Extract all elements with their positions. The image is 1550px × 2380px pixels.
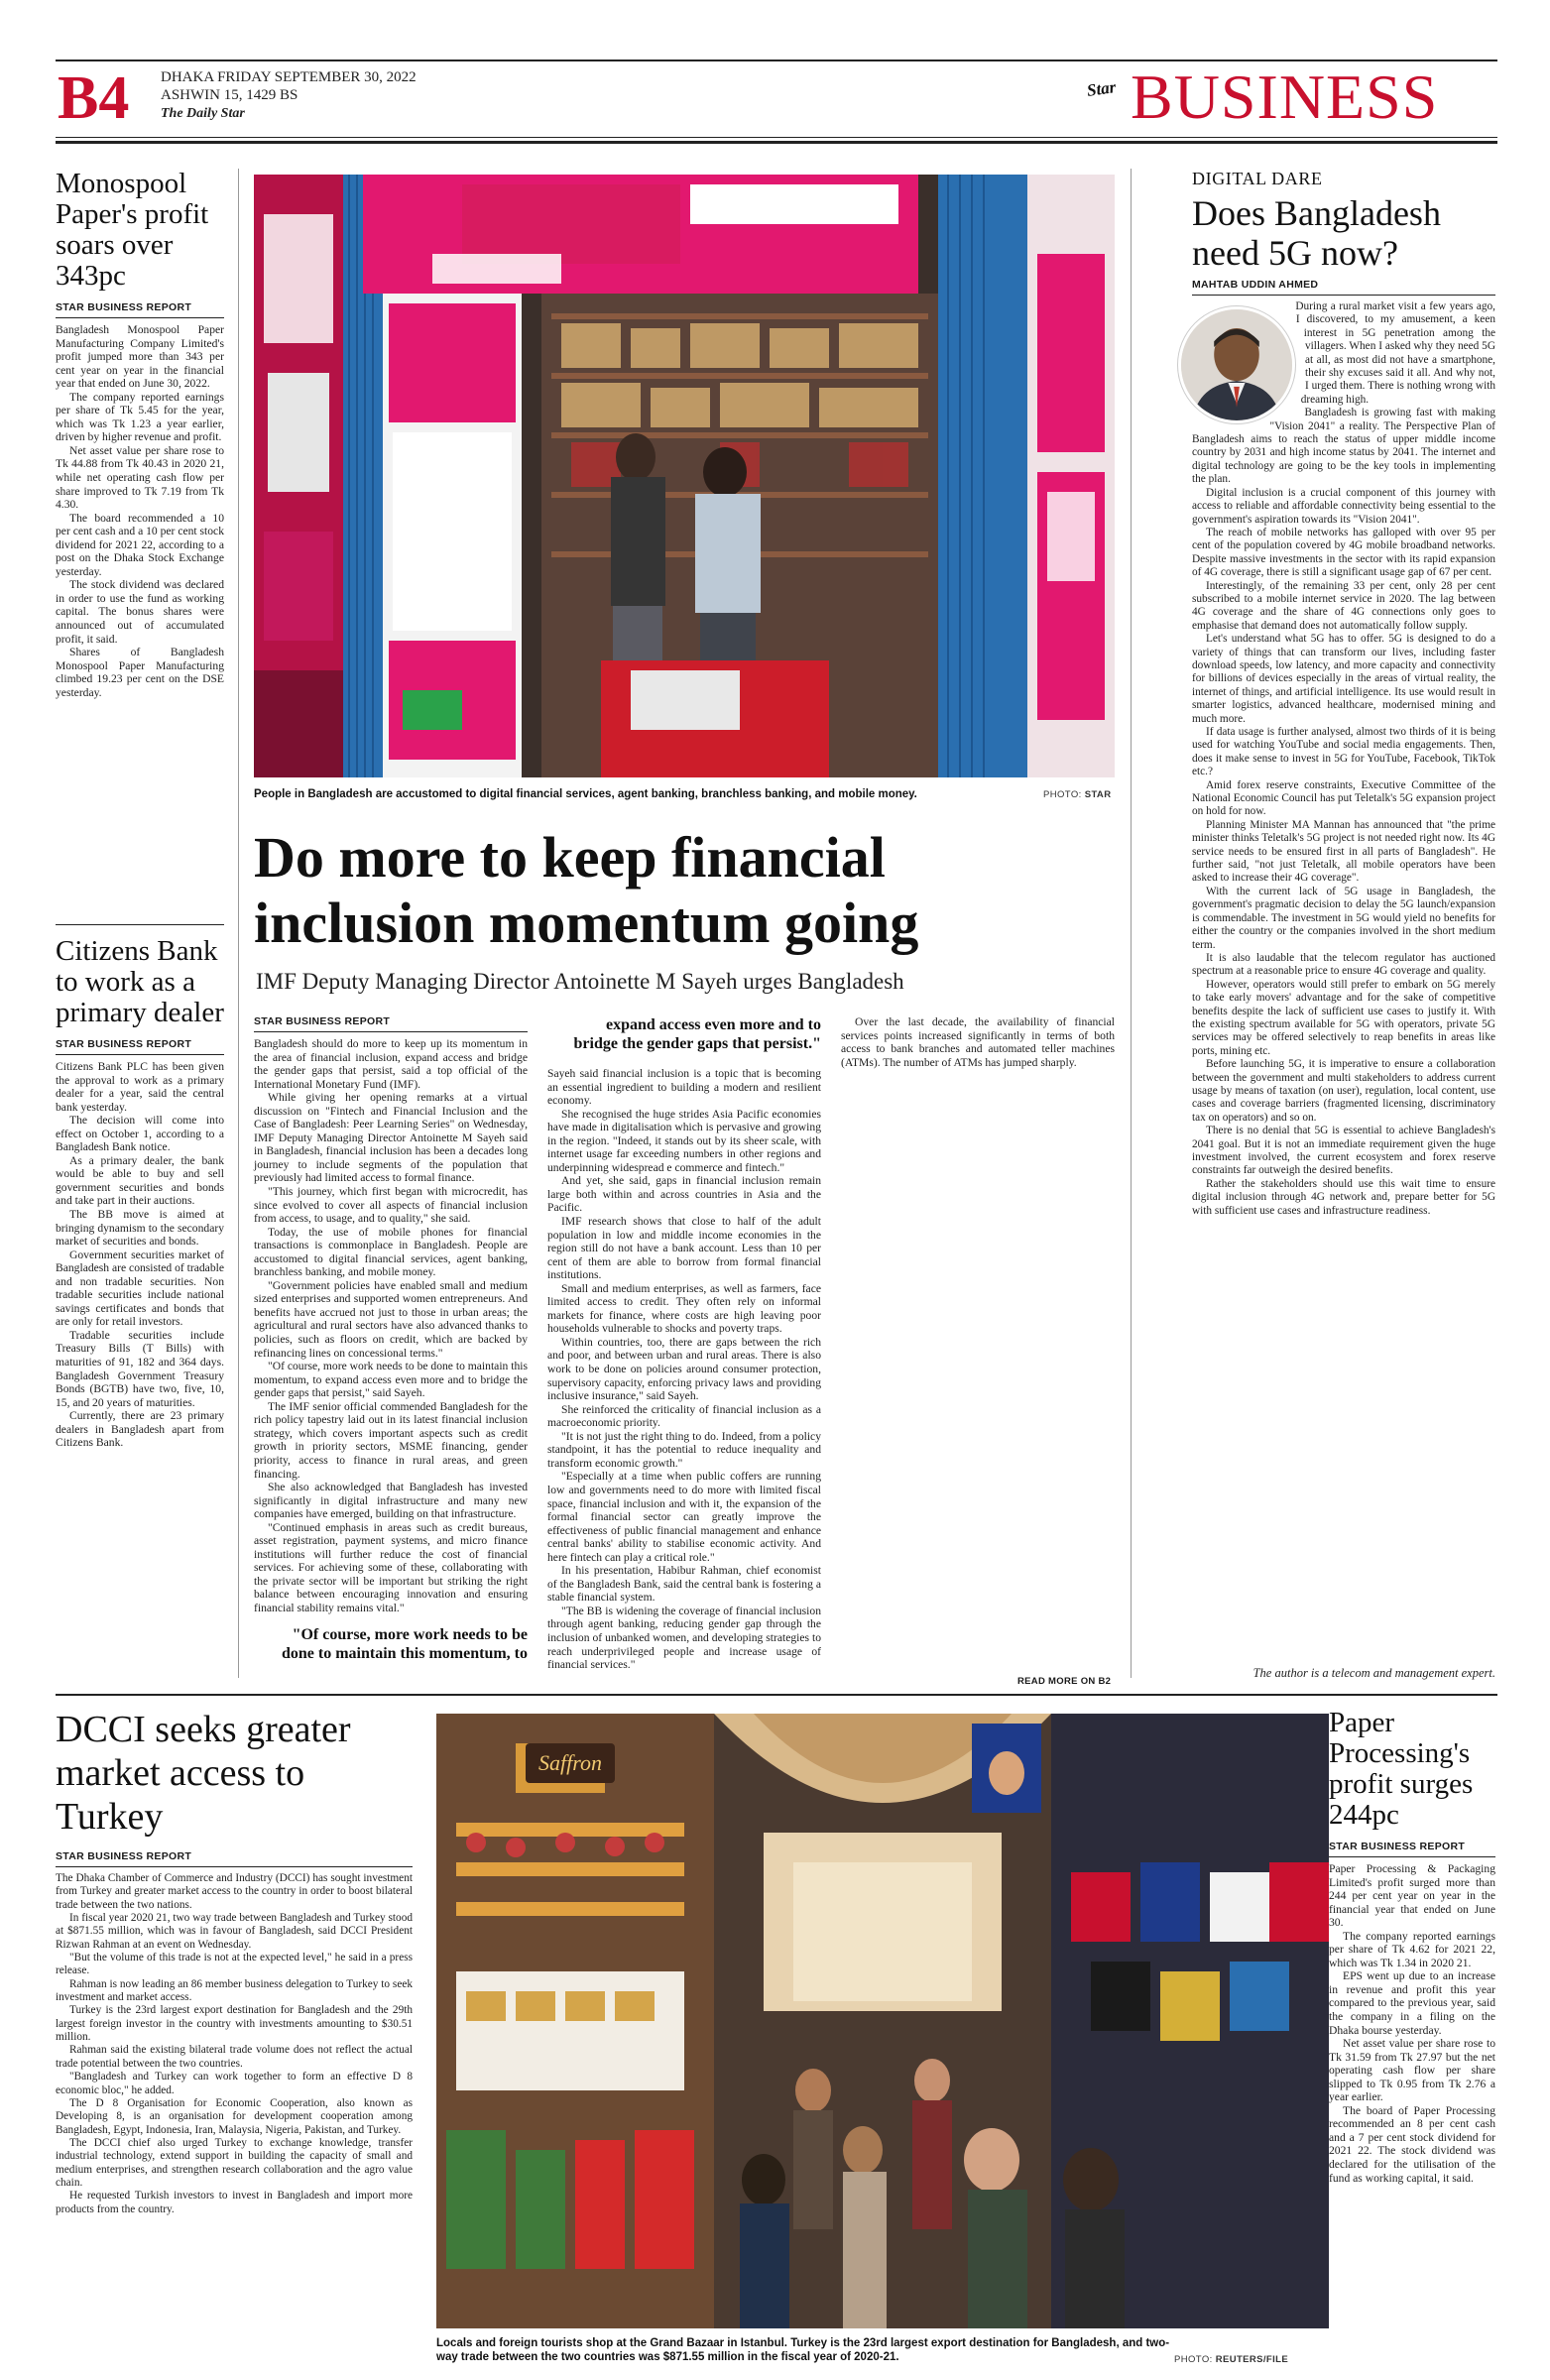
paragraph: She also acknowledged that Bangladesh has invested significantly in digital infrastructure and many new companies have emerged, building on that infrastructure. [254, 1481, 528, 1521]
digital-dare-headline: Does Bangladesh need 5G now? [1192, 193, 1441, 273]
paragraph: The board recommended a 10 per cent cash and a 10 per cent stock dividend for 2021 22, according to a post on the Dhaka Stock Exchange yesterday. [56, 511, 224, 578]
paragraph: Interestingly, of the remaining 33 per cent, only 28 per cent subscribed to a mobile internet service in 2020. The lag between 4G coverage and the share of 4G connections only goes to emphasise that demand does not automatically follow supply. [1192, 579, 1495, 632]
column-rule [238, 169, 239, 1678]
paragraph: IMF research shows that close to half of the adult population in low and middle income economies in the region still do not have a bank account. Less than 10 per cent of them are able to borrow from formal financial institutions. [547, 1215, 821, 1282]
paragraph: EPS went up due to an increase in revenue and profit this year compared to the previous year, said the company in a filing on the Dhaka bourse yesterday. [1329, 1969, 1495, 2037]
kiosk-photo-credit [1043, 789, 1111, 800]
paragraph: "Continued emphasis in areas such as credit bureaus, asset registration, payment systems, and micro finance institutions will further reduce the cost of financial services. For achieving some of these, collaborating with the private sector will be important but striking the right balance between encouraging innovation and ensuring financial stability remains vital." [254, 1520, 528, 1614]
date-line: DHAKA FRIDAY SEPTEMBER 30, 2022 [161, 69, 417, 85]
paragraph: Digital inclusion is a crucial component of this journey with access to reliable and affordable connectivity being essential to the government's aspiration towards its "Vision 2041". [1192, 486, 1495, 526]
grand-bazaar-caption: Locals and foreign tourists shop at the Grand Bazaar in Istanbul. Turkey is the 23rd largest export destination for Bangladesh, and two-way trade between the two countries was $871.55 million in the fiscal year of 2020-21. [436, 2337, 1170, 2363]
paragraph: "Especially at a time when public coffers are running low and governments need to do more with limited fiscal space, financial inclusion and with it, the expansion of the formal financial sector can greatly improve the effectiveness of public financial management and enhance central banks' ability to stabilise economic activity. And here fintech can play a critical role." [547, 1470, 821, 1564]
kiosk-photo-caption: People in Bangladesh are accustomed to digital financial services, agent banking, branchless banking, and mobile money. [254, 788, 917, 800]
shop-sign: Saffron [538, 1750, 602, 1775]
kiosk-photo [254, 175, 1115, 777]
masthead-bottom-rule [56, 137, 1497, 138]
digital-dare-story [1192, 169, 1495, 1218]
paragraph: Rahman said the existing bilateral trade volume does not reflect the actual trade potential between the two countries. [56, 2044, 413, 2070]
main-story-body [254, 1015, 1115, 1680]
column-rule [1131, 169, 1132, 1678]
paper-processing-body [1329, 1862, 1495, 2185]
dcci-body [56, 1872, 413, 2216]
paragraph: Paper Processing & Packaging Limited's profit surged more than 244 per cent year on year in the financial year that ended on June 30. [1329, 1862, 1495, 1930]
paragraph: It is also laudable that the telecom regulator has auctioned spectrum at a reasonable price to ensure 4G coverage and quality. [1192, 951, 1495, 978]
paragraph: "It is not just the right thing to do. Indeed, from a policy standpoint, it has the potential to reduce inequality and transform economic growth." [547, 1429, 821, 1470]
paragraph: Sayeh said financial inclusion is a topic that is becoming an essential ingredient to building a modern and resilient economy. [547, 1067, 821, 1108]
paragraph: Net asset value per share rose to Tk 44.88 from Tk 40.43 in 2020 21, while net operating cash flow per share improved to Tk 7.19 from Tk 4.30. [56, 443, 224, 512]
monospool-story [56, 169, 224, 699]
credit-label: PHOTO: [1043, 789, 1082, 800]
paragraph: Over the last decade, the availability of financial services points increased significantly in terms of both access to bank branches and automated teller machines (ATMs). The number of ATMs has jumped sharply. [841, 1015, 1115, 1069]
monospool-headline: Monospool Paper's profit soars over 343pc [56, 168, 209, 292]
paragraph: The D 8 Organisation for Economic Cooperation, also known as Developing 8, is an organisation for development cooperation among Bangladesh, Egypt, Indonesia, Iran, Malaysia, Nigeria, Pakistan, and Turkey. [56, 2096, 413, 2136]
paragraph: The IMF senior official commended Bangladesh for the rich policy tapestry laid out in its latest financial inclusion strategy, which covers important aspects such as credit growth in priority sectors, MSME financing, gender priority, access to finance in rural areas, and green financing. [254, 1399, 528, 1481]
main-body-a [254, 1037, 528, 1615]
paragraph: The BB move is aimed at bringing dynamism to the secondary market of securities and bonds. [56, 1208, 224, 1249]
paragraph: The company reported earnings per share of Tk 5.45 for the year, which was Tk 1.23 a year earlier, driven by higher revenue and profit. [56, 390, 224, 444]
section-logo: Star [1085, 77, 1118, 100]
credit-label: PHOTO: [1174, 2354, 1213, 2365]
paragraph: Rather the stakeholders should use this wait time to ensure digital inclusion through 4G network and, prepare better for 5G with sufficient use cases and infrastructure readiness. [1192, 1177, 1495, 1217]
dcci-byline: STAR BUSINESS REPORT [56, 1850, 413, 1867]
page-number: B4 [58, 64, 130, 132]
read-more-link[interactable]: READ MORE ON B2 [1017, 1676, 1112, 1687]
grand-bazaar-photo [436, 1714, 1329, 2328]
main-byline: STAR BUSINESS REPORT [254, 1015, 528, 1032]
monospool-body [56, 323, 224, 699]
main-subhead: IMF Deputy Managing Director Antoinette M Sayeh urges Bangladesh [256, 969, 904, 994]
citizens-headline: Citizens Bank to work as a primary dealer [56, 935, 224, 1028]
paragraph: Within countries, too, there are gaps between the rich and poor, and between urban and rural areas. There is also work to be done on policies around consumer protection, supervisory capacity, enforcing privacy laws and providing inclusive insurance," said Sayeh. [547, 1335, 821, 1403]
paragraph: And yet, she said, gaps in financial inclusion remain large both within and across countries in Asia and the Pacific. [547, 1174, 821, 1215]
pull-quote: "Of course, more work needs to be done to maintain this momentum, to expand access even more and to bridge the gender gaps that persist." [281, 1016, 821, 1662]
paragraph: As a primary dealer, the bank would be able to buy and sell government securities and bonds and take part in their auctions. [56, 1153, 224, 1208]
paragraph: Government securities market of Bangladesh are consisted of tradable and non tradable securities. Non tradable securities include national savings certificates and bonds that are only for retail investors. [56, 1248, 224, 1329]
author-note: The author is a telecom and management expert. [1252, 1666, 1495, 1680]
paragraph: The decision will come into effect on October 1, according to a Bangladesh Bank notice. [56, 1114, 224, 1154]
dcci-story [56, 1708, 413, 2216]
paragraph: Bangladesh Monospool Paper Manufacturing Company Limited's profit jumped more than 343 per cent year on year in the financial year that ended on June 30, 2022. [56, 323, 224, 391]
paragraph: Today, the use of mobile phones for financial transactions is commonplace in Bangladesh. People are accustomed to digital financial services, agent banking, branchless banking, and mobile money. [254, 1225, 528, 1279]
paragraph: Net asset value per share rose to Tk 31.59 from Tk 27.97 but the net operating cash flow per share slipped to Tk 0.95 from Tk 2.76 a year earlier. [1329, 2037, 1495, 2104]
paragraph: Planning Minister MA Mannan has announced that "the prime minister thinks Teletalk's 5G project is not needed right now. Its 4G service needs to be ensured first in all parts of Bangladesh". He further said, "not just Teletalk, all mobile operators have been asked to increase their 4G coverage". [1192, 818, 1495, 885]
paragraph: In his presentation, Habibur Rahman, chief economist of the Bangladesh Bank, said the central bank is fostering a stable financial system. [547, 1564, 821, 1605]
digital-dare-body [1192, 300, 1495, 1218]
paper-processing-byline: STAR BUSINESS REPORT [1329, 1841, 1495, 1857]
paragraph: "Government policies have enabled small and medium sized enterprises and supported women entrepreneurs. And benefits have accrued not just to those in urban areas; the agricultural and rural sectors have also advanced thanks to policies, such as floors on credit, which are backed by refinancing lines on concessional terms." [254, 1278, 528, 1360]
paragraph: Tradable securities include Treasury Bills (T Bills) with maturities of 91, 182 and 364 days. Bangladesh Government Treasury Bonds (BGTB) have two, five, 10, 15, and 20 years of maturities. [56, 1328, 224, 1409]
paragraph: She reinforced the criticality of financial inclusion as a macroeconomic priority. [547, 1402, 821, 1430]
paragraph: Bangladesh is growing fast with making "Vision 2041" a reality. The Perspective Plan of Bangladesh aims to reach the status of upper middle income country by 2031 and high income status by 2041. The internet and digital technology are going to be the key tools in implementing the plan. [1192, 407, 1495, 486]
author-portrait [1178, 306, 1295, 423]
paragraph: Turkey is the 23rd largest export destination for Bangladesh and the 29th largest foreign investor in the country with investments amounting to $30.51 million. [56, 2004, 413, 2044]
bangla-date: ASHWIN 15, 1429 BS [161, 87, 298, 103]
paragraph: "This journey, which first began with microcredit, has since evolved to cover all aspects of financial inclusion from access, to usage, and to quality," she said. [254, 1185, 528, 1226]
paragraph: There is no denial that 5G is essential to achieve Bangladesh's 2041 goal. But it is not an immediate requirement given the huge investment involved, the current ecosystem and forex reserve constraints far outweigh the desired benefits. [1192, 1125, 1495, 1177]
paragraph: Before launching 5G, it is imperative to ensure a collaboration between the government and multi stakeholders to address current usage by means of taxation (on user), regulation, local content, use cases and coverage barriers (fragmented licensing, discriminatory tax on operators) and so on. [1192, 1058, 1495, 1124]
paragraph: The stock dividend was declared in order to use the fund as working capital. The bonus shares were announced out of accumulated profit, it said. [56, 578, 224, 646]
paper-processing-story [1329, 1708, 1495, 2185]
divider [56, 924, 224, 925]
paragraph: The board of Paper Processing recommended an 8 per cent cash and a 7 per cent stock dividend for 2021 22. The stock dividend was declared for the utilisation of the fund as working capital, it said. [1329, 2103, 1495, 2185]
paragraph: The reach of mobile networks has galloped with over 95 per cent of the population covered by 4G mobile broadband networks. Despite massive investments in the sector with its rapid expansion of 4G coverage, there is still a significant usage gap of 67 per cent. [1192, 526, 1495, 579]
main-body-b [547, 1015, 1115, 1680]
citizens-byline: STAR BUSINESS REPORT [56, 1038, 224, 1055]
masthead-bottom-thick-rule [56, 141, 1497, 144]
paragraph: With the current lack of 5G usage in Bangladesh, the government's pragmatic decision to delay the 5G launch/expansion is commendable. The investment in 5G would yield no benefits for either the country or the companies involved in the short medium term. [1192, 885, 1495, 951]
paragraph: The DCCI chief also urged Turkey to exchange knowledge, transfer industrial technology, extend support in building the capacity of small and medium enterprises, and strengthen research collaboration and the agro value chain. [56, 2136, 413, 2189]
grand-bazaar-credit [1174, 2354, 1288, 2365]
digital-dare-byline: MAHTAB UDDIN AHMED [1192, 279, 1495, 296]
credit-source: REUTERS/FILE [1215, 2354, 1289, 2365]
paragraph: Citizens Bank PLC has been given the approval to work as a primary dealer for a year, said the central bank yesterday. [56, 1060, 224, 1114]
credit-source: STAR [1084, 789, 1112, 800]
paragraph: If data usage is further analysed, almost two thirds of it is being used for watching YouTube and social media engagements. Then, does it make sense to invest in 5G for YouTube, Facebook, TikTok etc.? [1192, 726, 1495, 778]
dcci-headline: DCCI seeks greater market access to Turkey [56, 1709, 351, 1838]
section-divider [56, 1694, 1497, 1696]
citizens-story [56, 936, 224, 1450]
paragraph: Let's understand what 5G has to offer. 5G is designed to do a variety of things that can transform our lives, including faster download speeds, low latency, and more capacity and connectivity for billions of devices especially in the areas of virtual reality, the internet of things, and artificial intelligence. Its use would result in smarter logistics, advanced healthcare, modernised mining and much more. [1192, 633, 1495, 725]
paragraph: Shares of Bangladesh Monospool Paper Manufacturing climbed 19.23 per cent on the DSE yesterday. [56, 646, 224, 699]
citizens-body [56, 1060, 224, 1450]
column-kicker: DIGITAL DARE [1192, 169, 1323, 188]
paper-name: The Daily Star [161, 106, 245, 121]
paragraph: In fiscal year 2020 21, two way trade between Bangladesh and Turkey stood at $871.55 million, which was in favour of Bangladesh, said DCCI President Rizwan Rahman at an event on Wednesday. [56, 1912, 413, 1951]
monospool-byline: STAR BUSINESS REPORT [56, 301, 224, 318]
paragraph: "But the volume of this trade is not at the expected level," he said in a press release. [56, 1952, 413, 1977]
paragraph: During a rural market visit a few years ago, I discovered, to my amusement, a keen interest in 5G penetration among the villagers. When I asked why they need 5G at all, as most did not have a smartphone, their shy excuses said it all. And why not, I urged them. There is nothing wrong with dreaming high. [1295, 300, 1495, 406]
paragraph: "Bangladesh and Turkey can work together to form an effective D 8 economic bloc," he added. [56, 2071, 413, 2096]
paragraph: "Of course, more work needs to be done to maintain this momentum, to expand access even more and to bridge the gender gaps that persist," said Sayeh. [254, 1360, 528, 1400]
main-headline: Do more to keep financial inclusion momentum going [254, 825, 919, 955]
paragraph: The Dhaka Chamber of Commerce and Industry (DCCI) has sought investment from Turkey and greater market access to the country in order to boost bilateral trade between the two nations. [56, 1872, 413, 1911]
paragraph: Amid forex reserve constraints, Executive Committee of the National Economic Council has put Teletalk's 5G expansion project on hold for now. [1192, 778, 1495, 818]
paragraph: She recognised the huge strides Asia Pacific economies have made in digitalisation which is pervasive and growing in the region. "Indeed, it stands out by its sheer scale, with internet usage far exceeding numbers in other regions and underpinning widespread e commerce and fintech." [547, 1107, 821, 1174]
section-title: BUSINESS [1131, 61, 1439, 132]
paper-processing-headline: Paper Processing's profit surges 244pc [1329, 1707, 1474, 1831]
paragraph: Bangladesh should do more to keep up its momentum in the area of financial inclusion, expand access and bridge the gender gaps that persist, said a top official of the International Monetary Fund (IMF). [254, 1037, 528, 1091]
paragraph: He requested Turkish investors to invest in Bangladesh and import more products from the country. [56, 2190, 413, 2215]
paragraph: Rahman is now leading an 86 member business delegation to Turkey to seek investment and market access. [56, 1977, 413, 2004]
paragraph: "The BB is widening the coverage of financial inclusion through agent banking, reducing gender gap through the inclusion of unbanked women, and developing strategies to reach underprivileged people and increase usage of financial services." [547, 1604, 821, 1672]
paragraph: Currently, there are 23 primary dealers in Bangladesh apart from Citizens Bank. [56, 1409, 224, 1450]
paragraph: While giving her opening remarks at a virtual discussion on "Fintech and Financial Inclusion and the Case of Bangladesh: Peer Learning Series" on Wednesday, IMF Deputy Managing Director Antoinette M Sayeh said in Bangladesh, financial inclusion has been a decades long journey to include segments of the population that previously had limited access to formal finance. [254, 1091, 528, 1185]
paragraph: Small and medium enterprises, as well as farmers, face limited access to credit. They often rely on informal markets for finance, where costs are high leaving poor households vulnerable to shocks and poverty traps. [547, 1281, 821, 1336]
paragraph: The company reported earnings per share of Tk 4.62 for 2021 22, which was Tk 1.34 in 2020 21. [1329, 1929, 1495, 1969]
paragraph: However, operators would still prefer to embark on 5G merely to take early movers' advantage and for the sake of competitive benefits despite the lack of sufficient use cases to justify it. With the existing spectrum available for 5G with operators, private 5G services may be offered selectively to reap benefits in areas like ports, mining etc. [1192, 978, 1495, 1057]
